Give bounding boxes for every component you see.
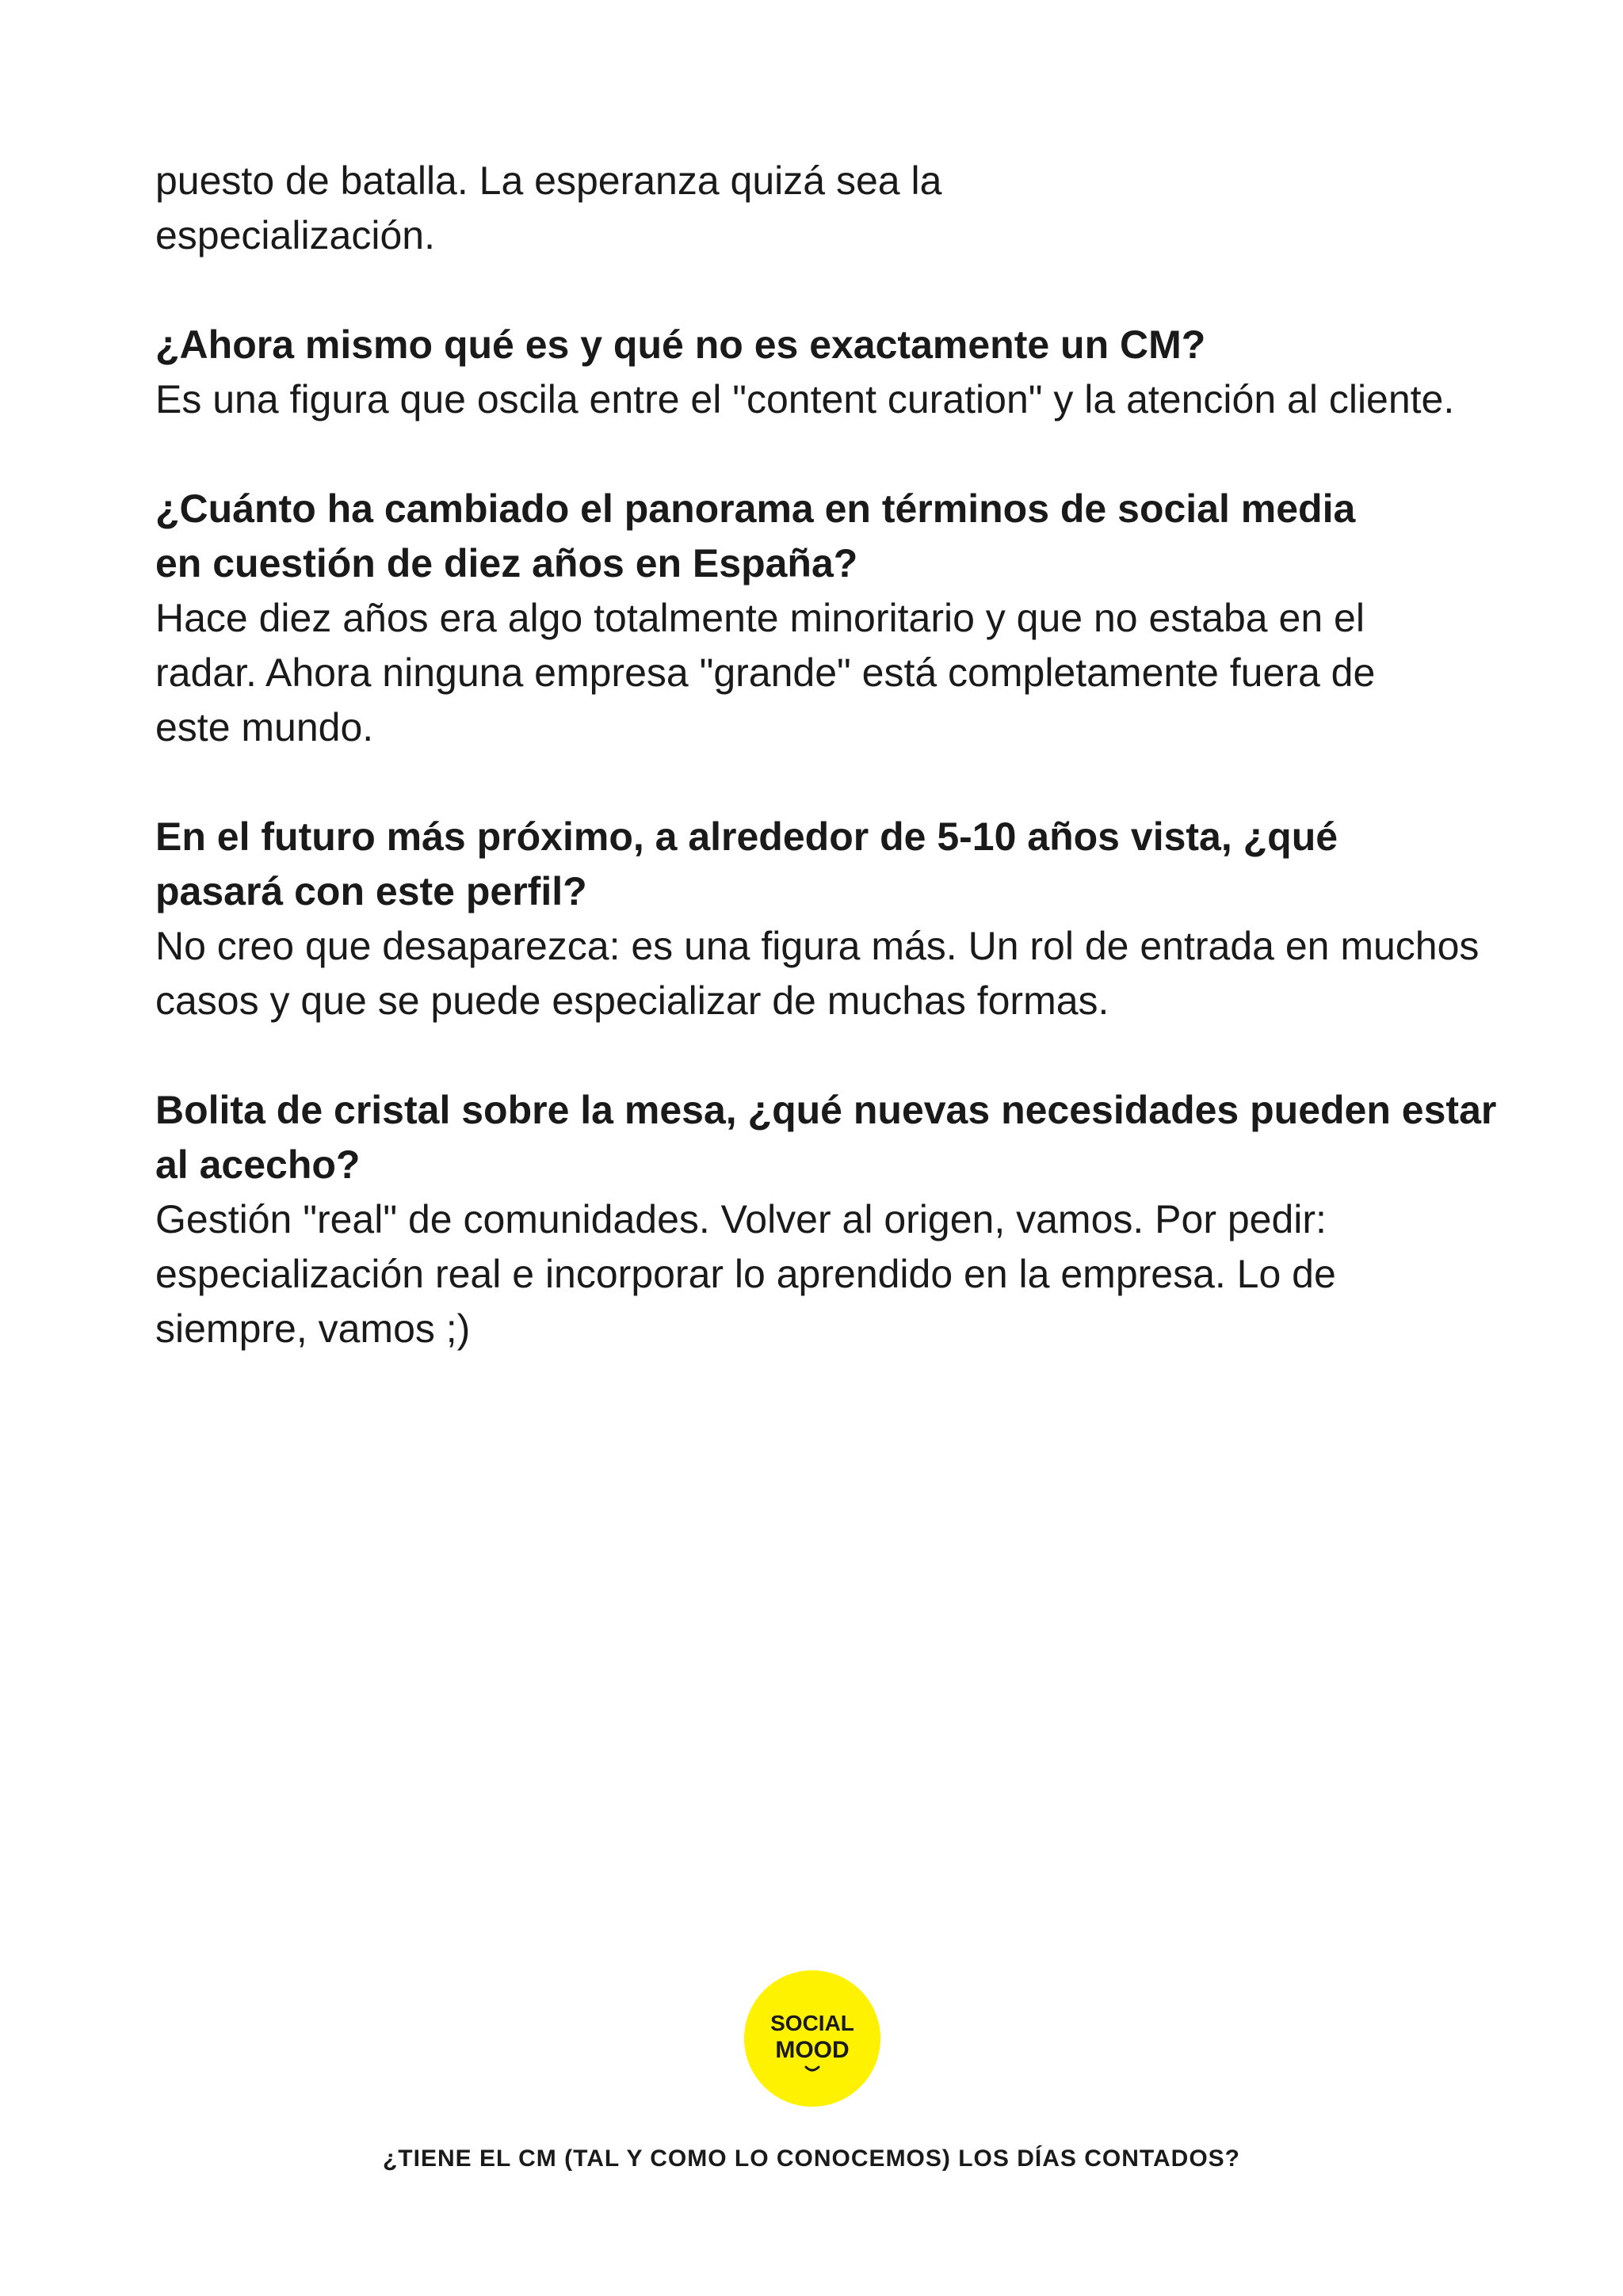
answer-1: Es una figura que oscila entre el "content curation" y la atención al cliente. — [155, 377, 1455, 421]
logo-text-mood: MOOD — [775, 2037, 850, 2063]
qa-block-1 — [155, 318, 1487, 427]
qa-block-2 — [155, 482, 1487, 755]
question-3: En el futuro más próximo, a alrededor de 5-10 años vista, ¿qué pasará con este perfil? — [155, 814, 1338, 913]
intro-paragraph: puesto de batalla. La esperanza quizá sea la especialización. — [155, 158, 942, 257]
footer-title: ¿TIENE EL CM (TAL Y COMO LO CONOCEMOS) LOS DÍAS CONTADOS? — [382, 2145, 1241, 2172]
answer-2: Hace diez años era algo totalmente minoritario y que no estaba en el radar. Ahora ninguna empresa "grande" está completamente fuera de este mundo. — [155, 596, 1376, 749]
social-mood-logo — [744, 1970, 880, 2107]
logo-text-social: SOCIAL — [770, 2011, 854, 2035]
qa-block-4 — [155, 1083, 1497, 1356]
interview-body — [155, 154, 1497, 1356]
question-2: ¿Cuánto ha cambiado el panorama en términos de social media en cuestión de diez años en España? — [155, 486, 1356, 585]
question-4: Bolita de cristal sobre la mesa, ¿qué nuevas necesidades pueden estar al acecho? — [155, 1088, 1497, 1187]
logo-mark — [744, 1970, 880, 2107]
answer-4: Gestión "real" de comunidades. Volver al origen, vamos. Por pedir: especialización real e incorporar lo aprendido en la empresa. Lo de siempre, vamos ;) — [155, 1197, 1336, 1351]
answer-3: No creo que desaparezca: es una figura más. Un rol de entrada en muchos casos y que se puede especializar de muchas formas. — [155, 924, 1480, 1023]
qa-block-3 — [155, 810, 1487, 1028]
question-1: ¿Ahora mismo qué es y qué no es exactamente un CM? — [155, 322, 1206, 367]
